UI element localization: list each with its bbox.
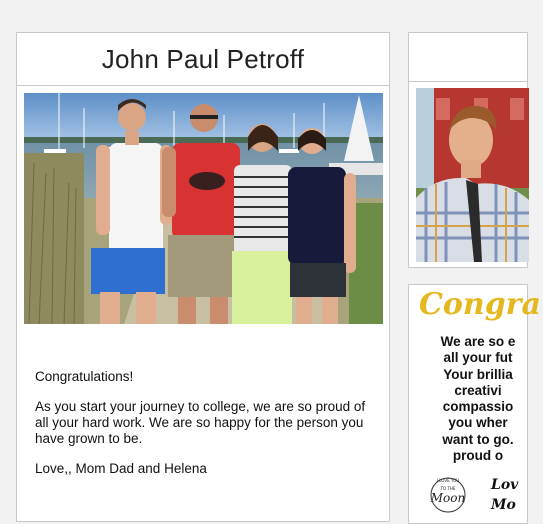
moon-badge-icon bbox=[423, 473, 473, 513]
signature-line: Lov bbox=[491, 477, 519, 493]
signature-line: Mo bbox=[491, 497, 516, 513]
svg-text:I LOVE YOU: I LOVE YOU bbox=[436, 478, 460, 483]
portrait-card-header bbox=[409, 33, 527, 82]
message-greeting: Congratulations! bbox=[35, 369, 134, 384]
card-signature bbox=[491, 475, 518, 515]
card-script-heading: Congra bbox=[419, 287, 541, 322]
family-photo[interactable] bbox=[24, 93, 383, 324]
svg-text:Moon: Moon bbox=[430, 491, 466, 505]
portrait-photo[interactable] bbox=[416, 88, 529, 262]
card-header bbox=[17, 33, 389, 86]
message-signoff: Love,, Mom Dad and Helena bbox=[35, 461, 207, 476]
svg-text:TO THE: TO THE bbox=[440, 486, 456, 491]
card-line: compassio bbox=[442, 399, 514, 415]
greeting-card[interactable] bbox=[408, 284, 541, 524]
card-title: John Paul Petroff bbox=[101, 43, 305, 74]
card-line: creativi bbox=[454, 382, 502, 398]
card-line: We are so e bbox=[440, 334, 516, 349]
portrait-card[interactable] bbox=[408, 32, 528, 268]
message-body: As you start your journey to college, we are so proud of all your hard work. We are so happy for the person you have grown to be. bbox=[35, 399, 366, 446]
message-card[interactable] bbox=[16, 32, 390, 522]
card-line: all your fut bbox=[443, 350, 513, 366]
card-line: want to go. bbox=[442, 431, 514, 447]
card-line: you wher bbox=[448, 415, 508, 431]
card-message-lines bbox=[413, 334, 543, 464]
card-line: Your brillia bbox=[443, 366, 513, 382]
message-text bbox=[35, 369, 375, 491]
card-line: proud o bbox=[452, 448, 504, 464]
